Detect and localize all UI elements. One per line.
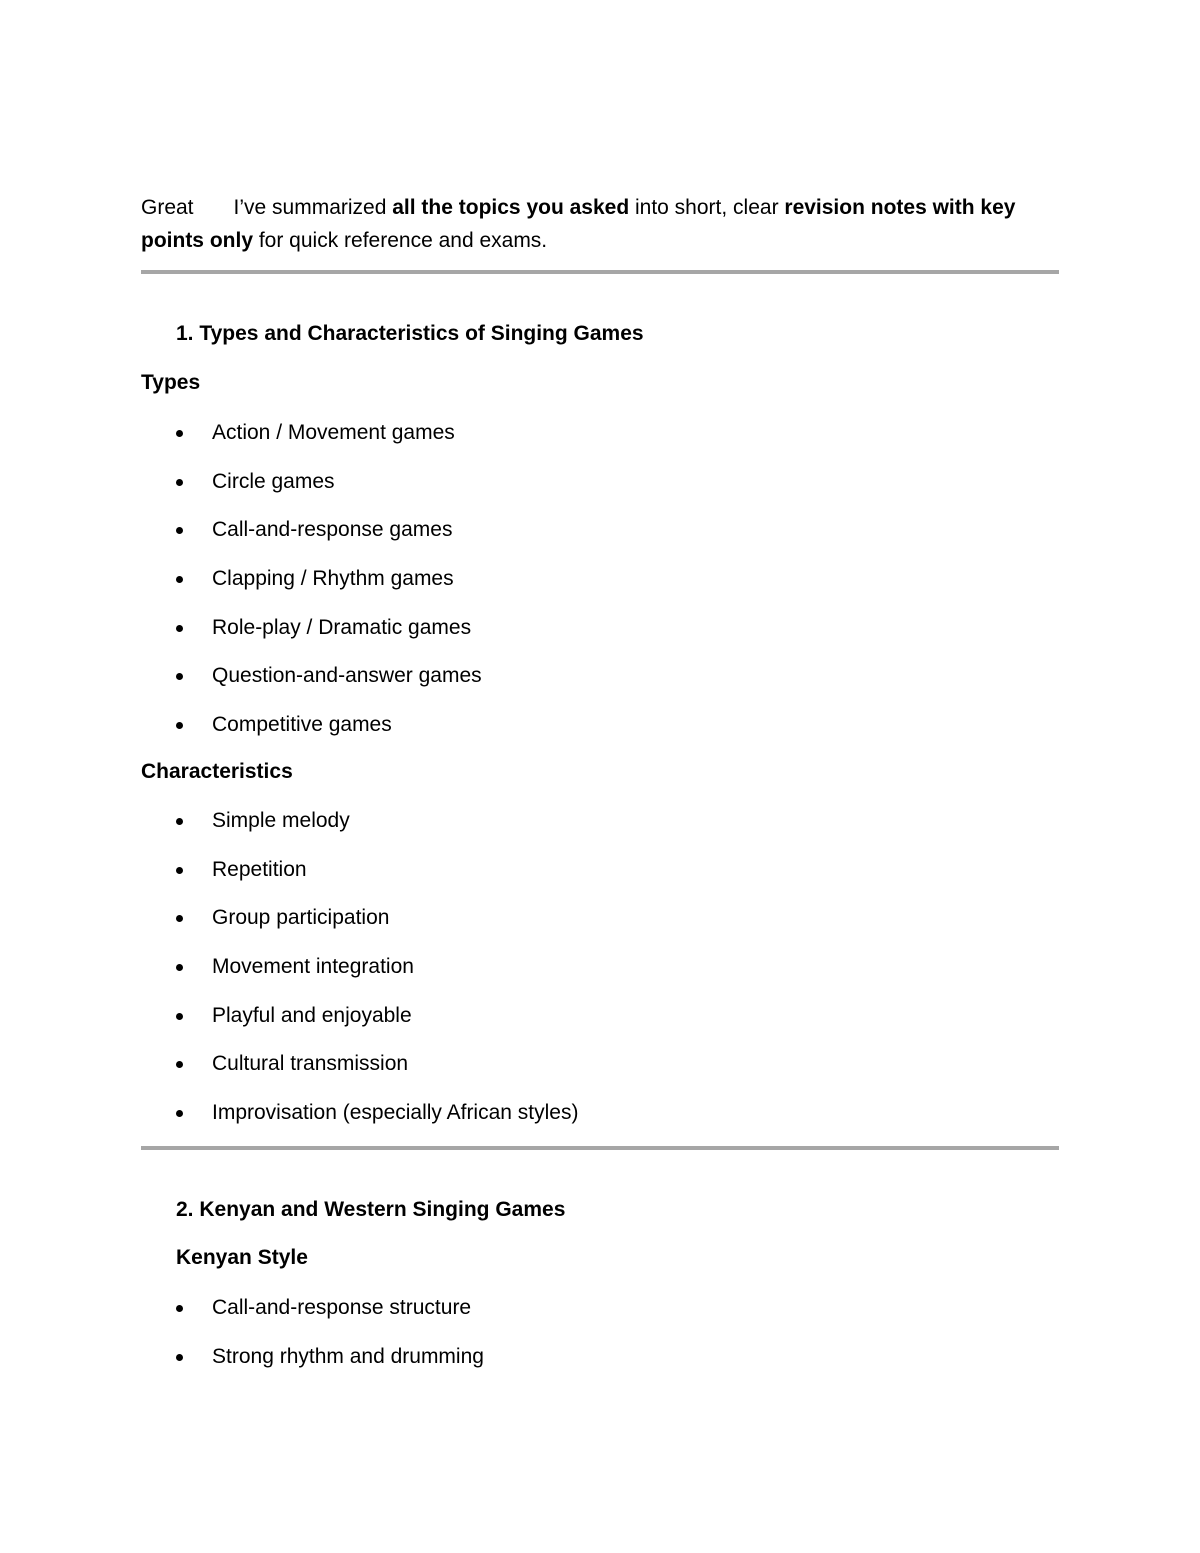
list-item-text: Question-and-answer games xyxy=(212,664,482,688)
list-item-text: Action / Movement games xyxy=(212,421,455,444)
list-item-text: Circle games xyxy=(212,469,335,493)
section-2-heading: 2. Kenyan and Western Singing Games xyxy=(176,1198,566,1221)
types-heading: Types xyxy=(141,371,201,394)
types-list xyxy=(176,419,482,760)
list-item xyxy=(176,807,578,856)
kenyan-style-list xyxy=(176,1294,484,1391)
list-item-text: Role-play / Dramatic games xyxy=(212,615,472,639)
bullet-icon xyxy=(176,1013,183,1020)
list-item-text: Simple melody xyxy=(212,809,350,832)
list-item-text: Competitive games xyxy=(212,713,392,737)
list-item-text: Movement integration xyxy=(212,955,414,979)
bullet-icon xyxy=(176,479,183,486)
bullet-icon xyxy=(176,1354,183,1361)
bullet-icon xyxy=(176,915,183,922)
bullet-icon xyxy=(176,1305,183,1312)
list-item-text: Call-and-response structure xyxy=(212,1296,472,1319)
bullet-icon xyxy=(176,576,183,583)
list-item xyxy=(176,662,482,711)
list-item xyxy=(176,468,482,517)
horizontal-rule-1 xyxy=(141,270,1059,274)
list-item xyxy=(176,953,578,1002)
list-item xyxy=(176,419,482,468)
list-item-text: Call-and-response games xyxy=(212,518,453,542)
bullet-icon xyxy=(176,673,183,680)
list-item xyxy=(176,565,482,614)
list-item xyxy=(176,1099,578,1148)
list-item xyxy=(176,1050,578,1099)
list-item-text: Group participation xyxy=(212,906,390,930)
bullet-icon xyxy=(176,818,183,825)
list-item-text: Improvisation (especially African styles) xyxy=(212,1101,579,1125)
bullet-icon xyxy=(176,722,183,729)
horizontal-rule-2 xyxy=(141,1146,1059,1150)
characteristics-list xyxy=(176,807,578,1148)
bullet-icon xyxy=(176,430,183,437)
list-item xyxy=(176,856,578,905)
intro-paragraph xyxy=(141,191,1041,257)
list-item-text: Clapping / Rhythm games xyxy=(212,567,454,591)
list-item-text: Cultural transmission xyxy=(212,1052,409,1076)
section-1-heading: 1. Types and Characteristics of Singing Games xyxy=(176,322,644,345)
intro-bold-2: revision notes with key points only xyxy=(141,196,1016,252)
list-item xyxy=(176,516,482,565)
intro-text-3: into short, clear xyxy=(629,196,785,219)
bullet-icon xyxy=(176,867,183,874)
list-item xyxy=(176,1343,484,1392)
list-item xyxy=(176,1002,578,1051)
list-item xyxy=(176,904,578,953)
bullet-icon xyxy=(176,1110,183,1117)
bullet-icon xyxy=(176,964,183,971)
bullet-icon xyxy=(176,625,183,632)
intro-text-4: for quick reference and exams. xyxy=(253,229,548,252)
intro-bold-1: all the topics you asked xyxy=(392,196,630,219)
list-item-text: Playful and enjoyable xyxy=(212,1003,412,1027)
intro-text-2: I’ve summarized xyxy=(233,196,393,219)
intro-text-1: Great xyxy=(141,196,194,219)
characteristics-heading: Characteristics xyxy=(141,760,293,783)
list-item xyxy=(176,614,482,663)
list-item-text: Repetition xyxy=(212,857,307,881)
bullet-icon xyxy=(176,527,183,534)
list-item xyxy=(176,711,482,760)
list-item xyxy=(176,1294,484,1343)
bullet-icon xyxy=(176,1061,183,1068)
list-item-text: Strong rhythm and drumming xyxy=(212,1344,484,1368)
kenyan-style-heading: Kenyan Style xyxy=(176,1246,308,1269)
